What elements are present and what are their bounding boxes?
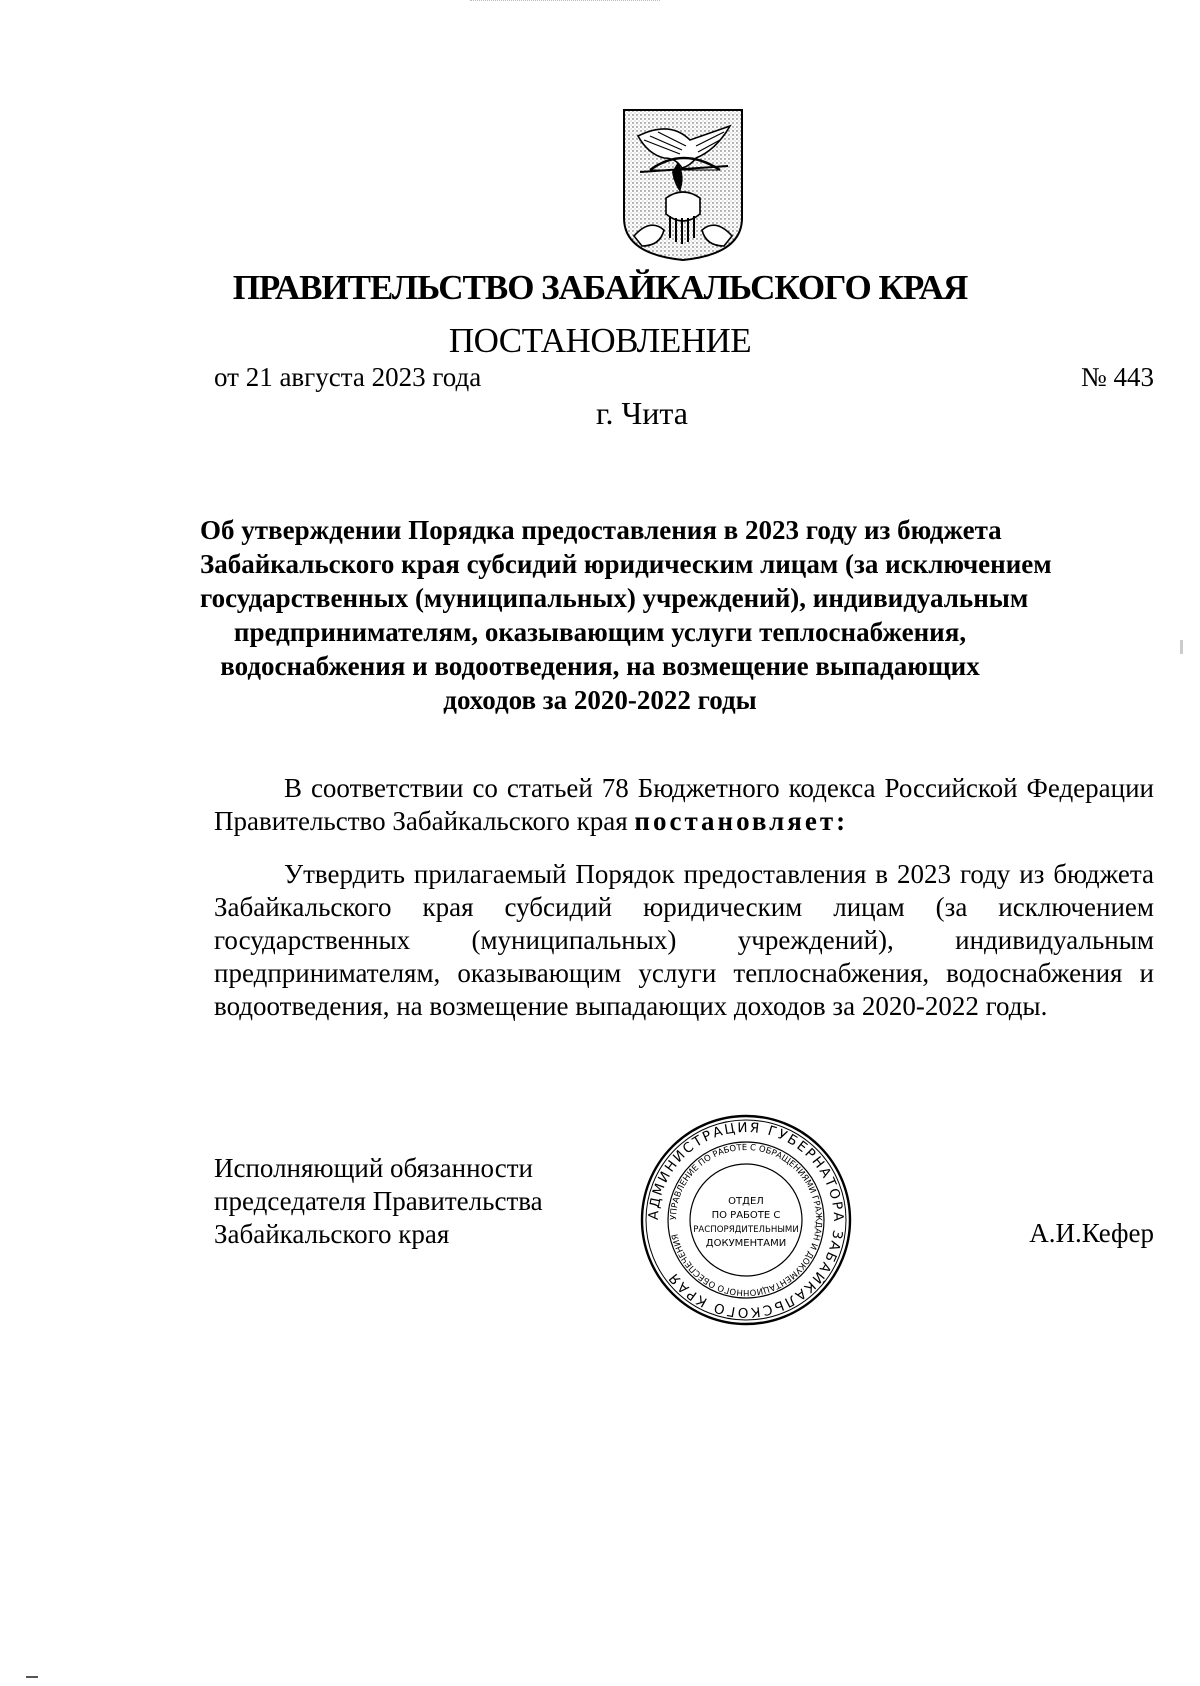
document-number: № 443 [1080,362,1154,392]
decree-word: постановляет: [634,806,849,836]
signatory-name: А.И.Кефер [1029,1218,1154,1248]
organization-title: ПРАВИТЕЛЬСТВО ЗАБАЙКАЛЬСКОГО КРАЯ [232,268,968,307]
scan-artifact [1180,640,1183,654]
signatory-position-line: председателя Правительства [214,1186,543,1216]
signatory-position-line: Забайкальского края [214,1219,450,1249]
document-title [200,513,1052,717]
title-line: Забайкальского края субсидий юридическим лицам (за исключением [200,549,1052,579]
stamp-inner-ring-text: УПРАВЛЕНИЕ ПО РАБОТЕ С ОБРАЩЕНИЯМИ ГРАЖДАН И ДОКУМЕНТАЦИОННОГО ОБЕСПЕЧЕНИЯ [668,1142,824,1298]
official-seal-stamp [638,1112,854,1328]
title-line: доходов за 2020-2022 годы [443,685,757,715]
scan-artifact [470,0,660,4]
stamp-center-line: ПО РАБОТЕ С [711,1210,781,1221]
document-date: от 21 августа 2023 года [214,362,482,392]
preamble-text: В соответствии со статьей 78 Бюджетного кодекса Российской Федерации Правительство Забайкальского края [214,773,1154,836]
title-line: государственных (муниципальных) учреждений), индивидуальным [200,583,1029,613]
stamp-outer-ring-text: АДМИНИСТРАЦИЯ ГУБЕРНАТОРА ЗАБАЙКАЛЬСКОГО КРАЯ [645,1119,847,1321]
document-city: г. Чита [595,395,688,431]
preamble-paragraph [214,772,1154,838]
stamp-center-line: ДОКУМЕНТАМИ [705,1238,787,1249]
stamp-center-line: ОТДЕЛ [728,1196,764,1207]
title-line: водоснабжения и водоотведения, на возмещение выпадающих [220,651,980,681]
scan-artifact [26,1676,38,1678]
signatory-position-line: Исполняющий обязанности [214,1153,533,1183]
coat-of-arms-emblem [620,106,746,262]
title-line: предпринимателям, оказывающим услуги теплоснабжения, [233,617,967,647]
document-type-heading: ПОСТАНОВЛЕНИЕ [448,321,752,360]
resolution-paragraph: Утвердить прилагаемый Порядок предоставления в 2023 году из бюджета Забайкальского края субсидий юридическим лицам (за исключением государственных (муниципальных) учреждений), индивидуальным предпринимателям, оказывающим услуги теплоснабжения, водоснабжения и водоотведения, на возмещение выпадающих доходов за 2020-2022 годы. [214,859,1154,1021]
title-line: Об утверждении Порядка предоставления в 2023 году из бюджета [200,515,1002,545]
signatory-position [214,1152,543,1251]
stamp-center-line: РАСПОРЯДИТЕЛЬНЫМИ [693,1225,799,1235]
